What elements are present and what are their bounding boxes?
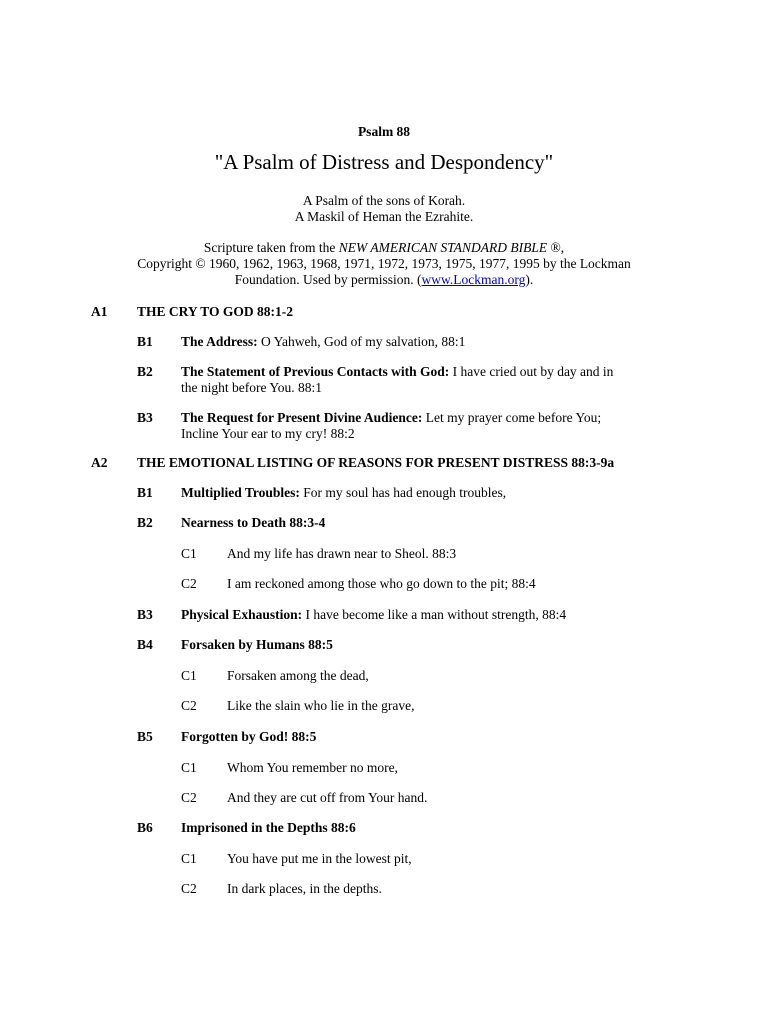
copyright-line-3: [0, 272, 768, 288]
outline-item: In dark places, in the depths.: [227, 881, 382, 896]
outline-label: B5: [137, 729, 153, 744]
psalm-number: Psalm 88: [357, 124, 411, 139]
outline-label: B2: [137, 364, 153, 379]
outline-label: C2: [181, 576, 197, 591]
outline-label: C1: [181, 851, 197, 866]
page-title: "A Psalm of Distress and Despondency": [214, 150, 554, 174]
outline-label: B6: [137, 820, 153, 835]
byline-korah: A Psalm of the sons of Korah.: [302, 193, 466, 208]
outline-item: And my life has drawn near to Sheol. 88:3: [227, 546, 457, 561]
outline-item: Forsaken among the dead,: [227, 668, 369, 683]
outline-item-cont: Incline Your ear to my cry! 88:2: [181, 426, 355, 441]
outline-label: B3: [137, 410, 153, 425]
outline-label: C1: [181, 546, 197, 561]
outline-item: I am reckoned among those who go down to the pit; 88:4: [227, 576, 536, 591]
item-title: Multiplied Troubles:: [181, 485, 300, 500]
outline-item: You have put me in the lowest pit,: [227, 851, 412, 866]
outline-label-a1: A1: [91, 304, 108, 319]
outline-item: [181, 410, 601, 426]
item-title: The Request for Present Divine Audience:: [181, 410, 423, 425]
item-text: I have cried out by day and in: [449, 364, 614, 379]
copyright-text: Scripture taken from the: [203, 240, 339, 255]
outline-label: B1: [137, 485, 153, 500]
copyright-text: Foundation. Used by permission. (: [234, 272, 422, 287]
copyright-text: ®,: [547, 240, 565, 255]
copyright-line-2: Copyright © 1960, 1962, 1963, 1968, 1971, 1972, 1973, 1975, 1977, 1995 by the Lockman: [137, 256, 631, 271]
outline-item: [181, 364, 613, 380]
item-text: O Yahweh, God of my salvation, 88:1: [257, 334, 466, 349]
outline-label-a2: A2: [91, 455, 108, 470]
outline-item: Like the slain who lie in the grave,: [227, 698, 415, 713]
copyright-line-1: [0, 240, 768, 256]
outline-item: [181, 607, 566, 623]
outline-label: C1: [181, 668, 197, 683]
outline-item: [181, 485, 506, 501]
outline-heading-a1: THE CRY TO GOD 88:1-2: [137, 304, 294, 319]
item-title: Physical Exhaustion:: [181, 607, 303, 622]
item-text: I have become like a man without strength, 88:4: [302, 607, 567, 622]
outline-label: B1: [137, 334, 153, 349]
outline-item-cont: the night before You. 88:1: [181, 380, 322, 395]
outline-label: C1: [181, 760, 197, 775]
item-title: The Statement of Previous Contacts with God:: [181, 364, 450, 379]
outline-label: B3: [137, 607, 153, 622]
item-title: The Address:: [181, 334, 258, 349]
outline-item-title: Forsaken by Humans 88:5: [181, 637, 333, 652]
outline-item: And they are cut off from Your hand.: [227, 790, 428, 805]
bible-name: NEW AMERICAN STANDARD BIBLE: [338, 240, 548, 255]
byline-heman: A Maskil of Heman the Ezrahite.: [294, 209, 474, 224]
outline-item-title: Nearness to Death 88:3-4: [181, 515, 326, 530]
outline-label: B4: [137, 637, 153, 652]
outline-item: [181, 334, 465, 350]
outline-item-title: Forgotten by God! 88:5: [181, 729, 317, 744]
copyright-text: ).: [525, 272, 534, 287]
item-text: For my soul has had enough troubles,: [299, 485, 507, 500]
outline-item: Whom You remember no more,: [227, 760, 398, 775]
outline-label: C2: [181, 881, 197, 896]
outline-label: B2: [137, 515, 153, 530]
lockman-link[interactable]: www.Lockman.org: [421, 272, 526, 287]
outline-item-title: Imprisoned in the Depths 88:6: [181, 820, 356, 835]
outline-label: C2: [181, 698, 197, 713]
item-text: Let my prayer come before You;: [422, 410, 602, 425]
outline-label: C2: [181, 790, 197, 805]
outline-heading-a2: THE EMOTIONAL LISTING OF REASONS FOR PRESENT DISTRESS 88:3-9a: [137, 455, 615, 470]
